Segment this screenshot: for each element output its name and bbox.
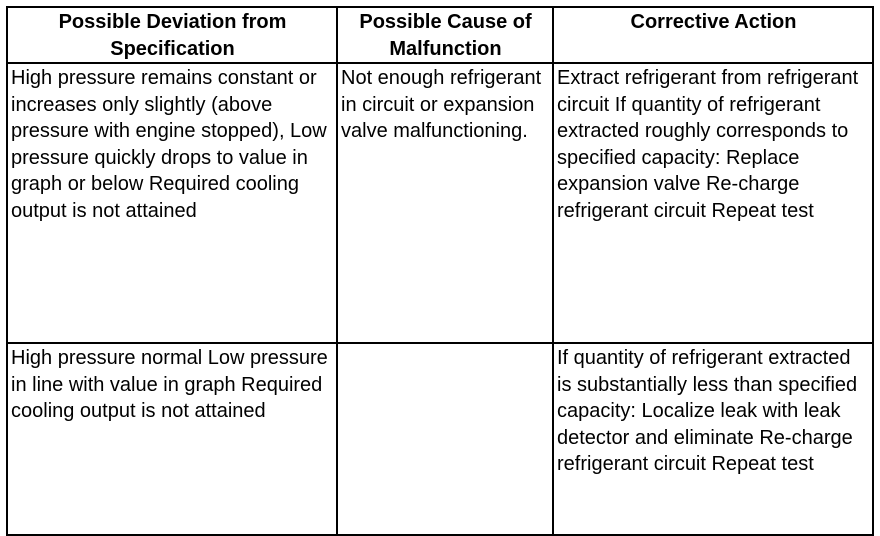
- table-row: [7, 63, 873, 343]
- header-row: [7, 7, 873, 63]
- table-row: [7, 343, 873, 535]
- header-cause: Possible Cause of Malfunction: [337, 7, 553, 63]
- diagnosis-table: [6, 6, 874, 536]
- cause-cell: [337, 343, 553, 535]
- cause-cell: Not enough refrigerant in circuit or expansion valve malfunctioning.: [337, 63, 553, 343]
- action-cell: If quantity of refrigerant extracted is substantially less than specified capacity: Localize leak with leak detector and eliminate Re-charge refrigerant circuit Repeat test: [553, 343, 873, 535]
- header-action: Corrective Action: [553, 7, 873, 63]
- deviation-cell: High pressure normal Low pressure in line with value in graph Required cooling output is not attained: [7, 343, 337, 535]
- action-cell: Extract refrigerant from refrigerant circuit If quantity of refrigerant extracted roughly corresponds to specified capacity: Replace expansion valve Re-charge refrigerant circuit Repeat test: [553, 63, 873, 343]
- deviation-cell: High pressure remains constant or increases only slightly (above pressure with engine stopped), Low pressure quickly drops to value in graph or below Required cooling output is not attained: [7, 63, 337, 343]
- header-deviation: Possible Deviation from Specification: [7, 7, 337, 63]
